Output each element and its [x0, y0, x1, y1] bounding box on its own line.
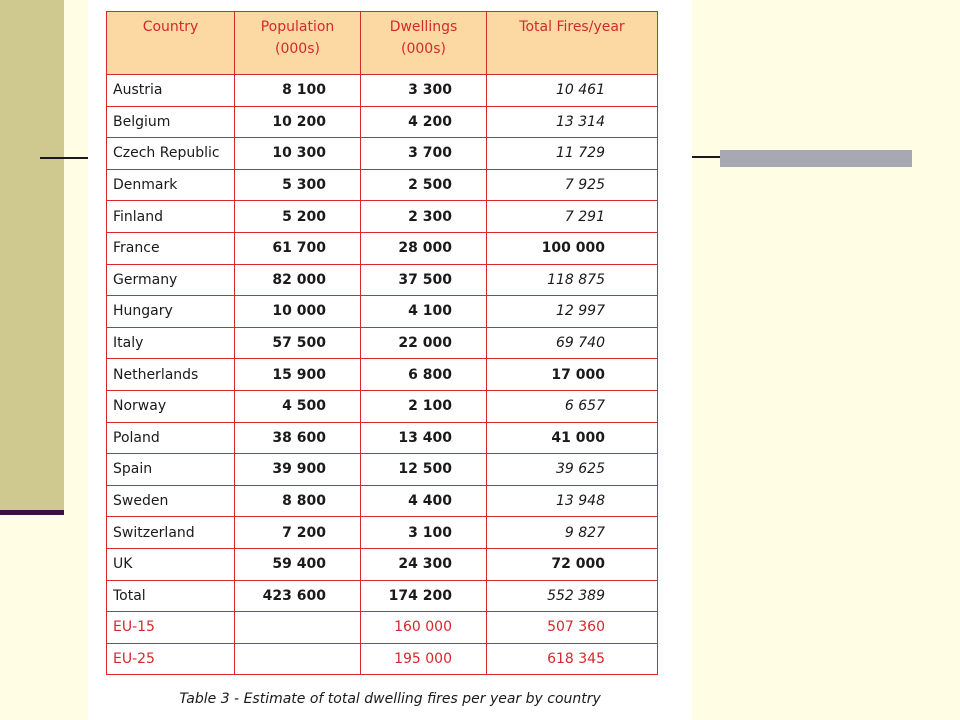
cell-population: 61 700 — [235, 232, 361, 264]
cell-total-fires: 72 000 — [487, 548, 658, 580]
cell-dwellings: 4 400 — [361, 485, 487, 517]
table-row — [107, 75, 658, 107]
cell-population: 7 200 — [235, 517, 361, 549]
cell-population: 10 200 — [235, 106, 361, 138]
cell-dwellings: 195 000 — [361, 643, 487, 675]
table-row — [107, 264, 658, 296]
header-population: Population (000s) — [235, 12, 361, 75]
cell-total-fires: 118 875 — [487, 264, 658, 296]
table-row — [107, 201, 658, 233]
cell-dwellings: 174 200 — [361, 580, 487, 612]
header-total-fires: Total Fires/year — [487, 12, 658, 75]
cell-total-fires: 552 389 — [487, 580, 658, 612]
left-bar-underline — [0, 510, 64, 515]
cell-country: Italy — [107, 327, 235, 359]
cell-total-fires: 41 000 — [487, 422, 658, 454]
cell-dwellings: 160 000 — [361, 612, 487, 644]
cell-dwellings: 2 300 — [361, 201, 487, 233]
cell-total-fires: 13 948 — [487, 485, 658, 517]
cell-country: France — [107, 232, 235, 264]
table-body — [107, 75, 658, 675]
cell-country: UK — [107, 548, 235, 580]
table-row — [107, 169, 658, 201]
cell-population: 8 800 — [235, 485, 361, 517]
cell-population: 4 500 — [235, 390, 361, 422]
table-total-row — [107, 580, 658, 612]
header-country: Country — [107, 12, 235, 75]
cell-country: Hungary — [107, 296, 235, 328]
cell-country: Spain — [107, 454, 235, 486]
cell-total-fires: 6 657 — [487, 390, 658, 422]
table-eu-row — [107, 643, 658, 675]
cell-population: 15 900 — [235, 359, 361, 391]
cell-country: Belgium — [107, 106, 235, 138]
cell-total-fires: 7 925 — [487, 169, 658, 201]
cell-country: EU-25 — [107, 643, 235, 675]
cell-total-fires: 12 997 — [487, 296, 658, 328]
cell-total-fires: 11 729 — [487, 138, 658, 170]
table-row — [107, 548, 658, 580]
cell-dwellings: 2 100 — [361, 390, 487, 422]
cell-total-fires: 39 625 — [487, 454, 658, 486]
cell-dwellings: 4 200 — [361, 106, 487, 138]
right-decorative-bar — [720, 150, 912, 167]
cell-country: Netherlands — [107, 359, 235, 391]
cell-population: 38 600 — [235, 422, 361, 454]
cell-dwellings: 13 400 — [361, 422, 487, 454]
cell-country: Sweden — [107, 485, 235, 517]
table-row — [107, 106, 658, 138]
table-row — [107, 138, 658, 170]
cell-total-fires: 9 827 — [487, 517, 658, 549]
cell-country: Czech Republic — [107, 138, 235, 170]
cell-country: EU-15 — [107, 612, 235, 644]
cell-dwellings: 22 000 — [361, 327, 487, 359]
cell-population: 5 300 — [235, 169, 361, 201]
cell-country: Norway — [107, 390, 235, 422]
cell-population — [235, 612, 361, 644]
header-dwellings: Dwellings (000s) — [361, 12, 487, 75]
cell-total-fires: 100 000 — [487, 232, 658, 264]
table-row — [107, 422, 658, 454]
cell-total-fires: 13 314 — [487, 106, 658, 138]
cell-total-fires: 10 461 — [487, 75, 658, 107]
cell-total-fires: 7 291 — [487, 201, 658, 233]
cell-population: 5 200 — [235, 201, 361, 233]
table-row — [107, 390, 658, 422]
cell-dwellings: 4 100 — [361, 296, 487, 328]
left-decorative-bar — [0, 0, 64, 512]
cell-dwellings: 3 100 — [361, 517, 487, 549]
cell-population: 39 900 — [235, 454, 361, 486]
cell-dwellings: 24 300 — [361, 548, 487, 580]
cell-population — [235, 643, 361, 675]
table-row — [107, 359, 658, 391]
table-row — [107, 485, 658, 517]
cell-population: 10 300 — [235, 138, 361, 170]
cell-total-fires: 17 000 — [487, 359, 658, 391]
cell-dwellings: 3 300 — [361, 75, 487, 107]
cell-country: Poland — [107, 422, 235, 454]
cell-country: Austria — [107, 75, 235, 107]
cell-population: 59 400 — [235, 548, 361, 580]
cell-country: Switzerland — [107, 517, 235, 549]
table-caption: Table 3 - Estimate of total dwelling fires per year by country — [179, 691, 601, 707]
cell-dwellings: 3 700 — [361, 138, 487, 170]
cell-country: Total — [107, 580, 235, 612]
cell-population: 82 000 — [235, 264, 361, 296]
cell-country: Germany — [107, 264, 235, 296]
table-row — [107, 454, 658, 486]
table-row — [107, 327, 658, 359]
cell-total-fires: 618 345 — [487, 643, 658, 675]
left-divider-line — [40, 157, 90, 159]
cell-population: 10 000 — [235, 296, 361, 328]
table-row — [107, 517, 658, 549]
cell-dwellings: 6 800 — [361, 359, 487, 391]
table-row — [107, 296, 658, 328]
cell-total-fires: 69 740 — [487, 327, 658, 359]
cell-population: 423 600 — [235, 580, 361, 612]
cell-total-fires: 507 360 — [487, 612, 658, 644]
cell-country: Finland — [107, 201, 235, 233]
table-image-panel — [88, 0, 692, 720]
cell-country: Denmark — [107, 169, 235, 201]
table-header-row — [107, 12, 658, 75]
cell-dwellings: 37 500 — [361, 264, 487, 296]
cell-dwellings: 2 500 — [361, 169, 487, 201]
cell-dwellings: 12 500 — [361, 454, 487, 486]
dwelling-fires-table — [106, 11, 658, 675]
cell-population: 8 100 — [235, 75, 361, 107]
table-eu-row — [107, 612, 658, 644]
table-row — [107, 232, 658, 264]
cell-dwellings: 28 000 — [361, 232, 487, 264]
cell-population: 57 500 — [235, 327, 361, 359]
